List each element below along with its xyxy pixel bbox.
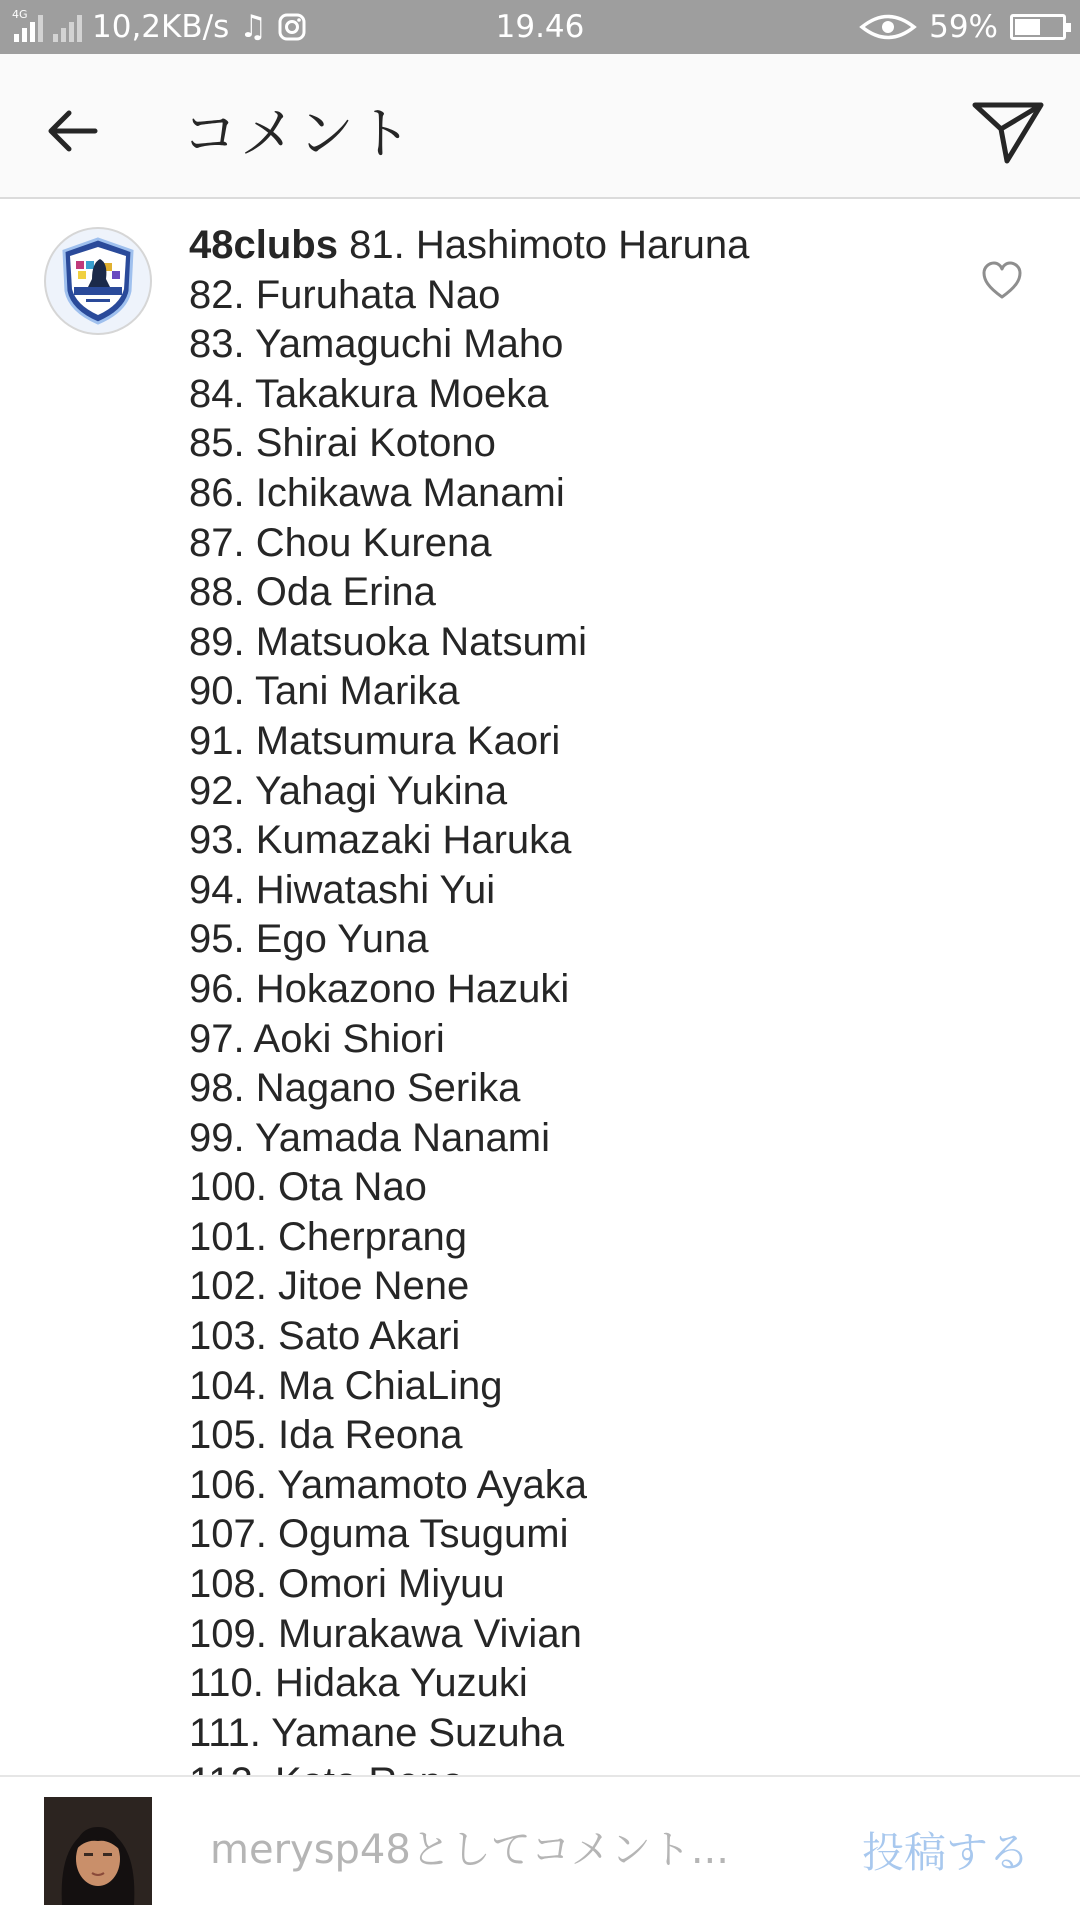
member-line: 88. Oda Erina bbox=[189, 570, 436, 615]
member-line: 106. Yamamoto Ayaka bbox=[189, 1462, 588, 1507]
club-shield-logo bbox=[46, 229, 150, 333]
music-note-icon: ♫ bbox=[239, 9, 268, 45]
member-line: 108. Omori Miyuu bbox=[189, 1562, 505, 1607]
battery-percent: 59% bbox=[929, 9, 998, 45]
comment-composer bbox=[0, 1775, 1080, 1920]
member-line: 109. Murakawa Vivian bbox=[189, 1611, 582, 1656]
member-line: 82. Furuhata Nao bbox=[189, 272, 501, 317]
member-line: 84. Takakura Moeka bbox=[189, 371, 549, 416]
comment-input[interactable] bbox=[210, 1807, 810, 1893]
status-bar bbox=[0, 0, 1080, 54]
member-line: 107. Oguma Tsugumi bbox=[189, 1512, 569, 1557]
share-button[interactable] bbox=[966, 90, 1050, 174]
member-line: 103. Sato Akari bbox=[189, 1314, 461, 1359]
member-line: 91. Matsumura Kaori bbox=[189, 718, 561, 763]
member-line: 104. Ma ChiaLing bbox=[189, 1363, 503, 1408]
member-line: 97. Aoki Shiori bbox=[189, 1016, 445, 1061]
member-line: 96. Hokazono Hazuki bbox=[189, 966, 570, 1011]
member-line: 98. Nagano Serika bbox=[189, 1066, 521, 1111]
arrow-left-icon bbox=[43, 107, 99, 155]
member-line: 83. Yamaguchi Maho bbox=[189, 322, 564, 367]
member-line: 99. Yamada Nanami bbox=[189, 1115, 550, 1160]
member-line: 81. Hashimoto Haruna bbox=[349, 223, 750, 267]
member-line: 95. Ego Yuna bbox=[189, 917, 429, 962]
app-bar bbox=[0, 54, 1080, 199]
back-button[interactable] bbox=[36, 96, 106, 166]
comment-first-line bbox=[189, 221, 969, 271]
status-bar-right bbox=[859, 0, 1066, 54]
member-line: 110. Hidaka Yuzuki bbox=[189, 1661, 528, 1706]
battery-fill bbox=[1015, 19, 1040, 35]
battery-icon bbox=[1010, 14, 1066, 40]
member-line: 102. Jitoe Nene bbox=[189, 1264, 470, 1309]
member-line: 100. Ota Nao bbox=[189, 1165, 427, 1210]
member-line: 101. Cherprang bbox=[189, 1214, 467, 1259]
clock: 19.46 bbox=[495, 9, 585, 45]
send-icon bbox=[971, 99, 1045, 165]
signal-icon: 4G bbox=[14, 12, 43, 42]
member-line: 105. Ida Reona bbox=[189, 1413, 463, 1458]
member-line: 93. Kumazaki Haruka bbox=[189, 818, 572, 863]
member-line: 90. Tani Marika bbox=[189, 669, 460, 714]
page-title: コメント bbox=[182, 102, 414, 165]
like-button[interactable] bbox=[980, 259, 1024, 303]
current-user-avatar[interactable] bbox=[44, 1797, 152, 1905]
heart-outline-icon bbox=[980, 259, 1024, 303]
network-speed: 10,2KB/s bbox=[92, 9, 230, 45]
comment-list[interactable] bbox=[0, 201, 1080, 1775]
member-line: 86. Ichikawa Manami bbox=[189, 470, 565, 515]
comment-body bbox=[189, 221, 969, 1808]
member-line: 94. Hiwatashi Yui bbox=[189, 867, 496, 912]
member-line: 85. Shirai Kotono bbox=[189, 421, 496, 466]
member-line: 92. Yahagi Yukina bbox=[189, 768, 508, 813]
eye-icon bbox=[859, 12, 917, 42]
member-line: 87. Chou Kurena bbox=[189, 520, 492, 565]
member-line: 89. Matsuoka Natsumi bbox=[189, 619, 587, 664]
comment-username[interactable]: 48clubs bbox=[189, 223, 338, 267]
post-button[interactable]: 投稿する bbox=[862, 1807, 1030, 1893]
commenter-avatar[interactable] bbox=[44, 227, 152, 335]
member-line: 111. Yamane Suzuha bbox=[189, 1710, 565, 1755]
profile-photo bbox=[44, 1797, 152, 1905]
